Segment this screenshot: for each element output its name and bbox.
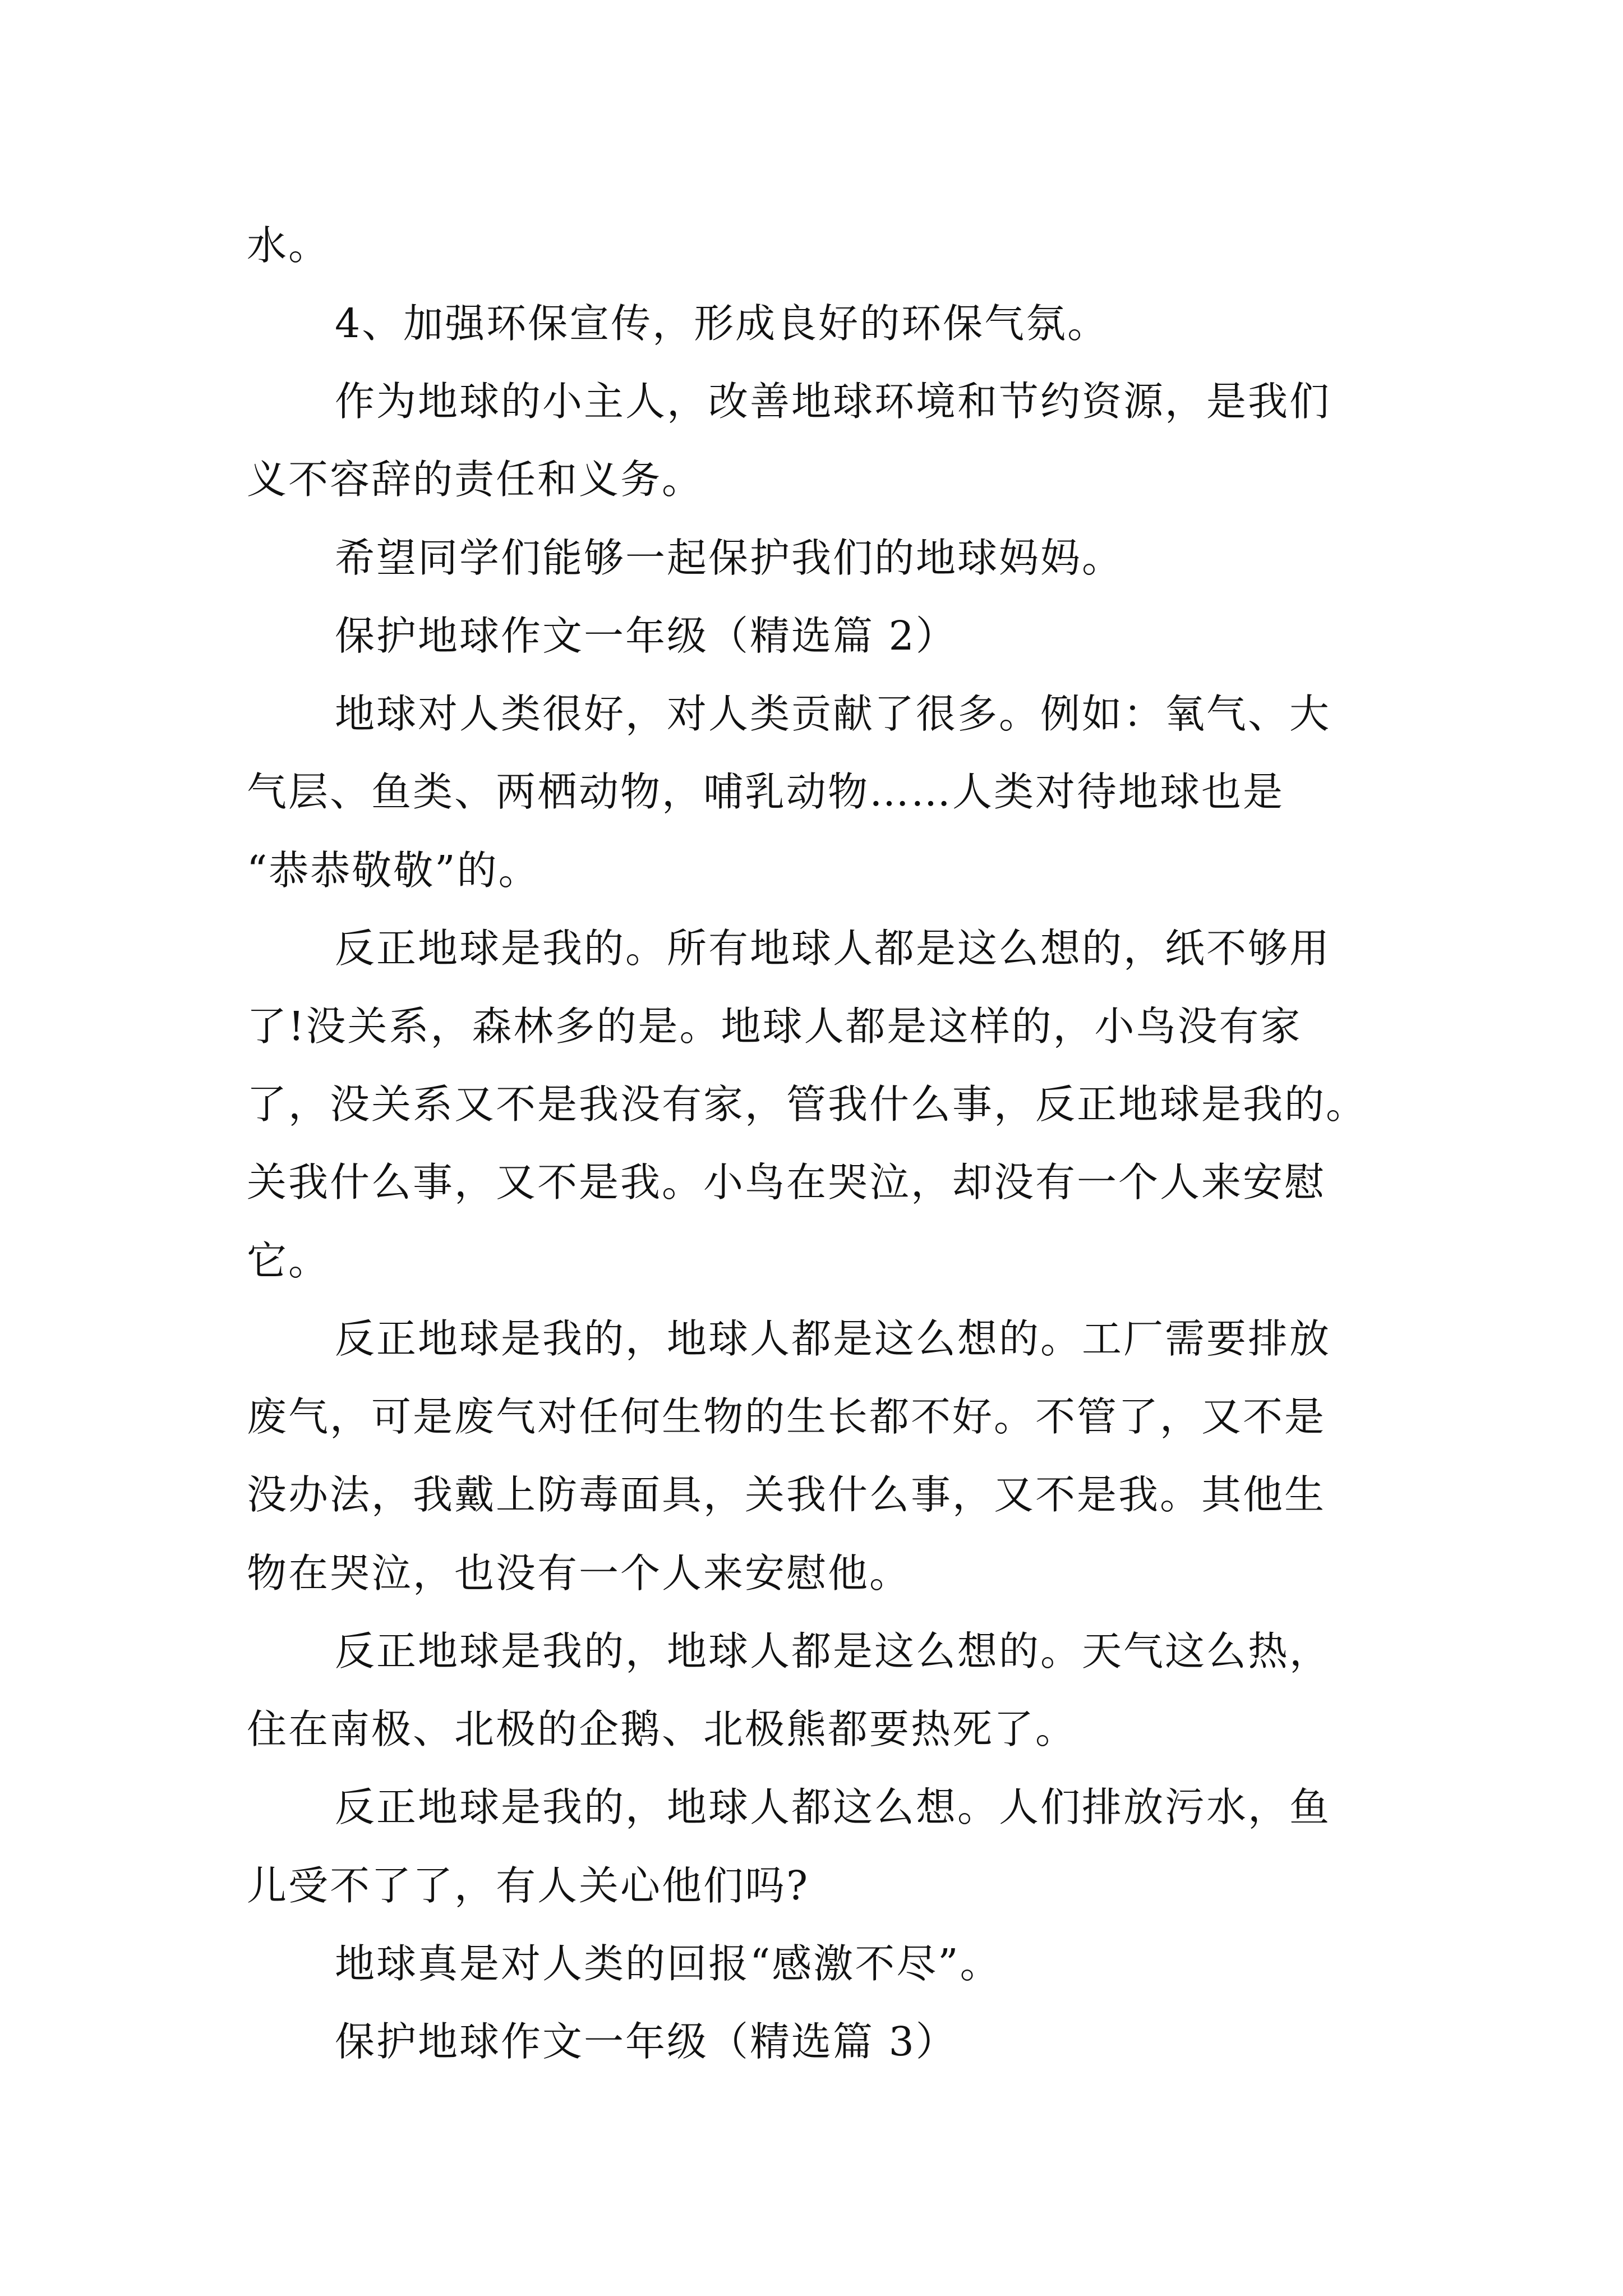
text-line: 物在哭泣，也没有一个人来安慰他。 [247, 1550, 911, 1596]
section-heading: 保护地球作文一年级（精选篇 2） [335, 613, 957, 659]
text-line: 气层、鱼类、两栖动物，哺乳动物……人类对待地球也是 [247, 769, 1285, 815]
text-line: 反正地球是我的，地球人都是这么想的。天气这么热， [335, 1628, 1331, 1674]
text-line: “恭恭敬敬”的。 [247, 847, 540, 894]
text-line: 没办法，我戴上防毒面具，关我什么事，又不是我。其他生 [247, 1471, 1326, 1518]
text-line: 反正地球是我的。所有地球人都是这么想的，纸不够用 [335, 925, 1331, 972]
text-line: 儿受不了了，有人关心他们吗? [247, 1862, 810, 1909]
text-line: 地球真是对人类的回报“感激不尽”。 [335, 1940, 1002, 1987]
text-line: 住在南极、北极的企鹅、北极熊都要热死了。 [247, 1706, 1077, 1752]
text-line: 关我什么事，又不是我。小鸟在哭泣，却没有一个人来安慰 [247, 1159, 1326, 1205]
text-line: 反正地球是我的，地球人都这么想。人们排放污水，鱼 [335, 1784, 1331, 1830]
text-line: 4、加强环保宣传，形成良好的环保气氛。 [335, 300, 1109, 347]
text-line: 了，没关系又不是我没有家，管我什么事，反正地球是我的。 [247, 1081, 1368, 1128]
text-line: 希望同学们能够一起保护我们的地球妈妈。 [335, 535, 1124, 581]
text-line: 废气，可是废气对任何生物的生长都不好。不管了，又不是 [247, 1393, 1326, 1440]
section-heading: 保护地球作文一年级（精选篇 3） [335, 2018, 957, 2065]
text-line: 了!没关系，森林多的是。地球人都是这样的，小鸟没有家 [247, 1003, 1302, 1050]
text-line: 它。 [247, 1237, 330, 1284]
text-line: 水。 [247, 222, 330, 269]
text-line: 作为地球的小主人，改善地球环境和节约资源，是我们 [335, 378, 1331, 425]
text-line: 地球对人类很好，对人类贡献了很多。例如：氧气、大 [335, 691, 1331, 737]
text-line: 义不容辞的责任和义务。 [247, 456, 704, 503]
text-line: 反正地球是我的，地球人都是这么想的。工厂需要排放 [335, 1315, 1331, 1362]
